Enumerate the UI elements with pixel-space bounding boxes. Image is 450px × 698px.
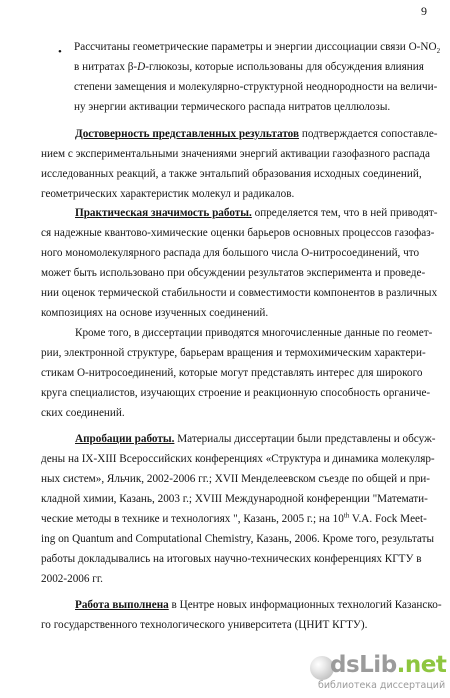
section-heading: Работа выполнена <box>75 599 169 611</box>
text-line: ных систем», Яльчик, 2002-2006 гг.; XVII Менделеевском съезде по общей и при- <box>41 473 431 485</box>
text-line: круга специалистов, изучающих строение и реакционную способность органиче- <box>41 387 431 399</box>
section-heading: Апробации работы. <box>75 433 175 445</box>
bullet-marker: • <box>58 46 62 58</box>
text-line: Работа выполнена в Центре новых информационных технологий Казанско- <box>75 599 442 611</box>
text-line: в нитратах β-D-глюкозы, которые использованы для обсуждения влияния <box>74 61 424 73</box>
text-line: геометрических характеристик молекул и радикалов. <box>41 188 295 200</box>
watermark-subtitle: библиотека диссертаций <box>318 680 446 691</box>
dslib-watermark <box>296 652 446 694</box>
page-number: 9 <box>421 4 427 18</box>
text-line: композициях на основе изученных соединений. <box>41 307 269 319</box>
text-line: Рассчитаны геометрические параметры и энергии диссоциации связи $O-NO_2$ <box>74 41 441 56</box>
text-line: нием с экспериментальными значениями энергий активации газофазного распада <box>41 148 430 160</box>
text-line: нии оценок термической стабильности и совместимости компонентов в различных <box>41 287 438 299</box>
text-line: 2002-2006 гг. <box>41 573 103 585</box>
text-line: ing on Quantum and Computational Chemistry, Казань, 2006. Кроме того, результаты <box>41 533 435 545</box>
text-line: Кроме того, в диссертации приводятся многочисленные данные по геомет- <box>75 327 433 339</box>
text-line: дены на IX-XIII Всероссийских конференциях «Структура и динамика молекуляр- <box>41 453 435 465</box>
text-line: стикам О-нитросоединений, которые могут представлять интерес для широкого <box>41 367 423 379</box>
section-heading: Достоверность представленных результатов <box>75 128 300 140</box>
text-line: ну энергии активации термического распада нитратов целлюлозы. <box>74 101 391 113</box>
watermark-logo: dsLib.net <box>330 652 447 678</box>
text-line: го государственного технологического университета (ЦНИТ КГТУ). <box>41 619 368 631</box>
text-line: ских соединений. <box>41 407 125 419</box>
text-line: исследованных реакций, а также энтальпий образования исходных соединений, <box>41 168 422 180</box>
text-line: рии, электронной структуре, барьерам вращения и термохимическим характери- <box>41 347 426 359</box>
text-line: может быть использовано при обсуждении результатов эксперимента и проведе- <box>41 267 426 279</box>
section-heading: Практическая значимость работы. <box>75 207 252 219</box>
text-line: Практическая значимость работы. определяется тем, что в ней приводят- <box>75 207 438 219</box>
text-line: работы докладывались на итоговых научно-технических конференциях КГТУ в <box>41 553 422 565</box>
text-line: Достоверность представленных результатов подтверждается сопоставле- <box>75 128 438 140</box>
text-line: ного мономолекулярного распада для большого числа О-нитросоединений, что <box>41 247 420 259</box>
text-line: ческие методы в технике и технологиях ", Казань, 2005 г.; на 10th V.A. Fock Meet- <box>41 511 427 525</box>
text-line: степени замещения и молекулярно-структурной неоднородности на величи- <box>74 81 438 93</box>
text-line: кладной химии, Казань, 2003 г.; XVIII Международной конференции "Математи- <box>41 493 428 505</box>
text-line: ся надежные квантово-химические оценки барьеров основных процессов газофаз- <box>41 227 435 239</box>
text-line: Апробации работы. Материалы диссертации были представлены и обсуж- <box>75 433 436 445</box>
